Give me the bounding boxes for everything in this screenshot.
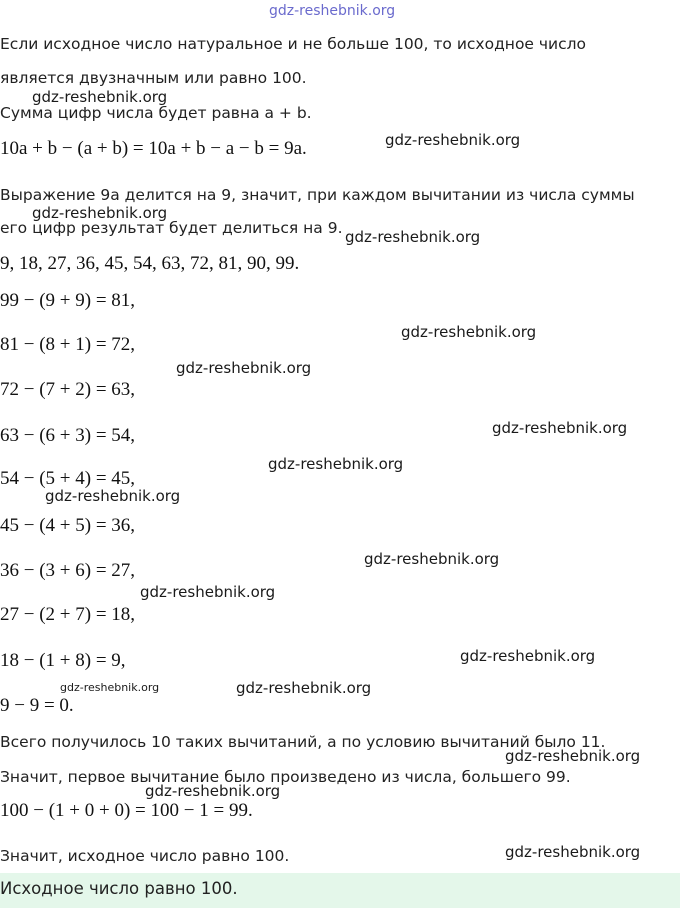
- watermark: gdz-reshebnik.org: [236, 679, 372, 697]
- watermark: gdz-reshebnik.org: [345, 228, 481, 246]
- watermark-small: gdz-reshebnik.org: [60, 681, 160, 694]
- watermark: gdz-reshebnik.org: [492, 419, 628, 437]
- watermark: gdz-reshebnik.org: [268, 455, 404, 473]
- text-line-2: является двузначным или равно 100.: [0, 69, 307, 87]
- formula-line-63: 63 − (6 + 3) = 54,: [0, 425, 136, 446]
- watermark: gdz-reshebnik.org: [364, 550, 500, 568]
- answer-text: Исходное число равно 100.: [0, 879, 238, 898]
- formula-line-27: 27 − (2 + 7) = 18,: [0, 604, 136, 625]
- watermark: gdz-reshebnik.org: [460, 647, 596, 665]
- text-line-5: его цифр результат будет делиться на 9.: [0, 219, 343, 237]
- watermark-top: gdz-reshebnik.org: [269, 3, 396, 19]
- watermark: gdz-reshebnik.org: [385, 131, 521, 149]
- formula-line-1: 10a + b − (a + b) = 10a + b − a − b = 9a.: [0, 138, 307, 159]
- text-line-6: Всего получилось 10 таких вычитаний, а по условию вычитаний было 11.: [0, 733, 606, 751]
- watermark: gdz-reshebnik.org: [505, 843, 641, 861]
- formula-sequence: 9, 18, 27, 36, 45, 54, 63, 72, 81, 90, 99.: [0, 253, 300, 274]
- watermark: gdz-reshebnik.org: [32, 204, 168, 222]
- text-line-8: Значит, исходное число равно 100.: [0, 847, 290, 865]
- formula-line-99: 99 − (9 + 9) = 81,: [0, 290, 136, 311]
- text-line-1: Если исходное число натуральное и не больше 100, то исходное число: [0, 35, 587, 53]
- watermark: gdz-reshebnik.org: [32, 88, 168, 106]
- text-line-7: Значит, первое вычитание было произведено из числа, большего 99.: [0, 768, 571, 786]
- watermark: gdz-reshebnik.org: [176, 359, 312, 377]
- formula-line-9: 9 − 9 = 0.: [0, 695, 74, 716]
- formula-line-54: 54 − (5 + 4) = 45,: [0, 468, 136, 489]
- watermark: gdz-reshebnik.org: [140, 583, 276, 601]
- answer-box: [0, 873, 680, 908]
- watermark: gdz-reshebnik.org: [45, 487, 181, 505]
- watermark: gdz-reshebnik.org: [401, 323, 537, 341]
- formula-line-45: 45 − (4 + 5) = 36,: [0, 515, 136, 536]
- text-line-4: Выражение 9a делится на 9, значит, при каждом вычитании из числа суммы: [0, 186, 635, 204]
- text-line-3: Сумма цифр числа будет равна a + b.: [0, 104, 312, 122]
- formula-line-18: 18 − (1 + 8) = 9,: [0, 650, 126, 671]
- formula-line-81: 81 − (8 + 1) = 72,: [0, 334, 136, 355]
- formula-line-36: 36 − (3 + 6) = 27,: [0, 560, 136, 581]
- formula-line-72: 72 − (7 + 2) = 63,: [0, 379, 136, 400]
- formula-line-100: 100 − (1 + 0 + 0) = 100 − 1 = 99.: [0, 800, 253, 821]
- watermark: gdz-reshebnik.org: [145, 782, 281, 800]
- watermark: gdz-reshebnik.org: [505, 747, 641, 765]
